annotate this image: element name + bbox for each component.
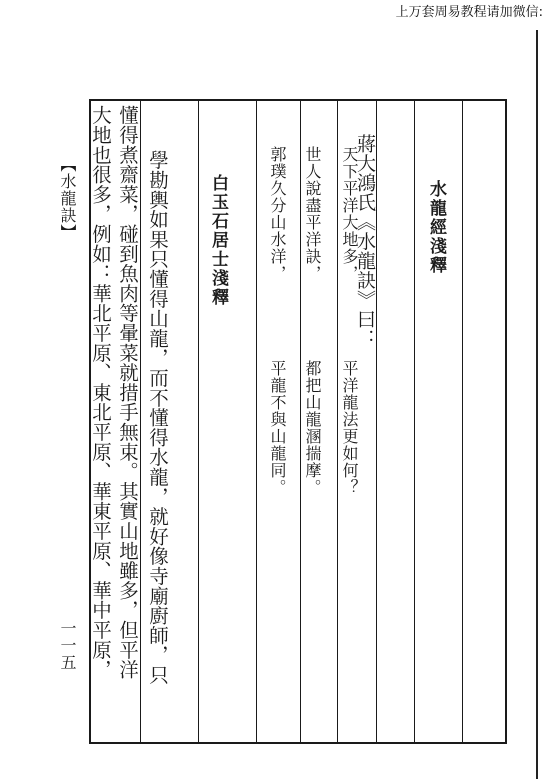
- column-rule: [256, 99, 257, 744]
- verse-line-1-b: 平洋龍法更如何？: [340, 360, 359, 496]
- column-rule: [414, 99, 415, 744]
- commentary-line-2: 懂得煮齋菜，碰到魚肉等暈菜就措手無束。其實山地雖多，但平洋: [116, 105, 139, 680]
- side-title: 【水龍訣】: [58, 156, 77, 241]
- commentary-heading: 白玉石居士淺釋: [208, 174, 228, 307]
- binding-edge-line: [536, 30, 538, 779]
- commentary-line-1: 學勘輿如果只懂得山龍，而不懂得水龍，就好像寺廟廚師，只: [146, 150, 169, 685]
- commentary-line-3: 大地也很多，例如：華北平原、東北平原、華東平原、華中平原，: [89, 105, 112, 680]
- column-rule: [462, 99, 463, 744]
- verse-line-1-a: 天下平洋大地多，: [340, 146, 359, 282]
- verse-line-3-a: 郭璞久分山水洋，: [268, 146, 287, 282]
- quote-intro: 蔣大鴻氏《水龍訣》曰：: [354, 134, 376, 349]
- watermark-text: 上万套周易教程请加微信:: [395, 5, 543, 20]
- main-heading: 水龍經淺釋: [426, 180, 446, 275]
- verse-line-3-b: 平龍不與山龍同。: [268, 360, 287, 496]
- verse-line-2-a: 世人說盡平洋訣，: [303, 146, 322, 282]
- column-rule: [198, 99, 199, 744]
- page-number: 一一五: [58, 620, 77, 671]
- verse-line-2-b: 都把山龍溷揣摩。: [303, 360, 322, 496]
